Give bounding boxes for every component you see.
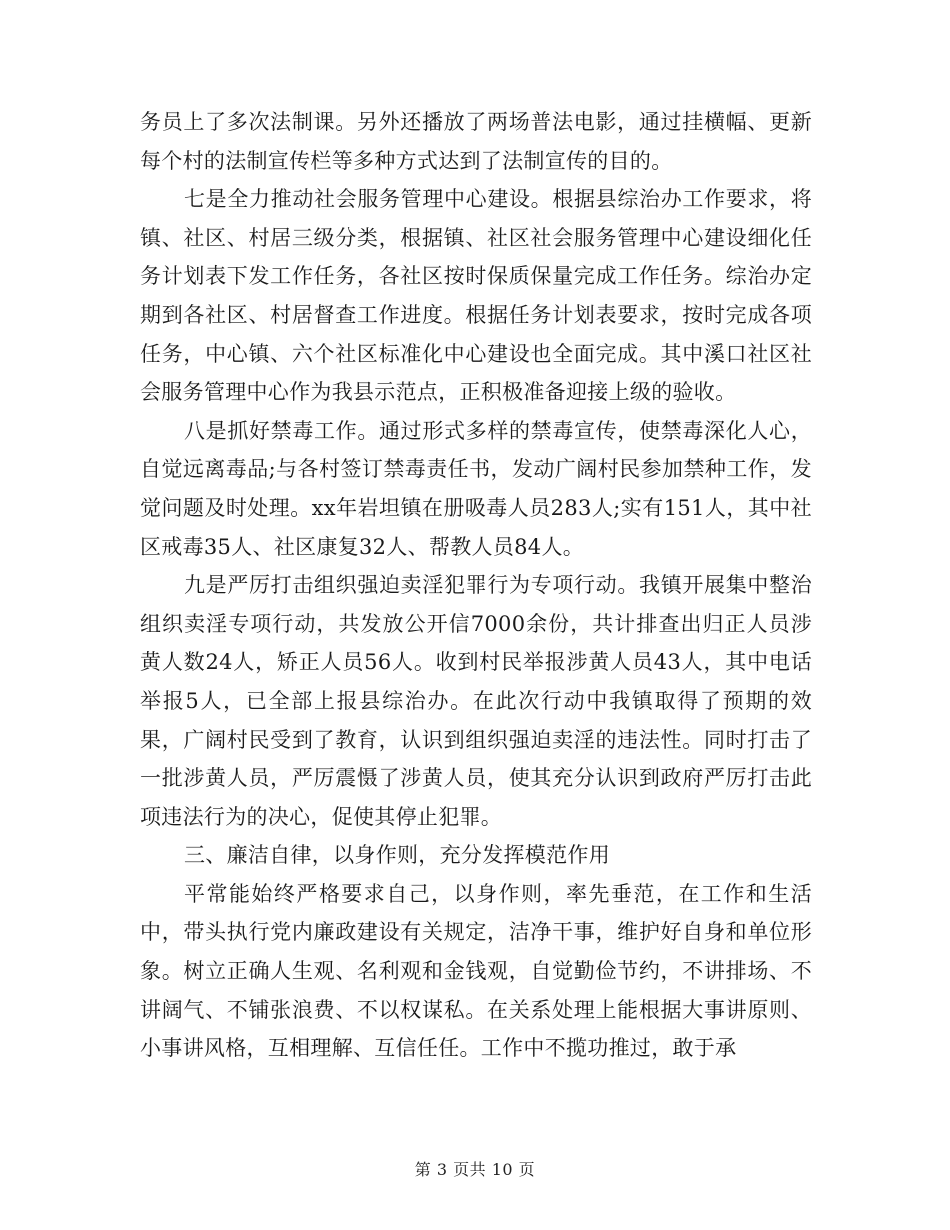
paragraph-continuation: 务员上了多次法制课。另外还播放了两场普法电影，通过挂横幅、更新每个村的法制宣传栏等多种方式达到了法制宣传的目的。 bbox=[140, 110, 812, 173]
page-number-footer: 第 3 页共 10 页 bbox=[414, 1160, 536, 1179]
document-body bbox=[140, 103, 812, 1068]
section-heading-three: 三、廉洁自律，以身作则，充分发挥模范作用 bbox=[184, 843, 610, 868]
paragraph-item-eight: 八是抓好禁毒工作。通过形式多样的禁毒宣传，使禁毒深化人心，自觉远离毒品;与各村签订禁毒责任书，发动广阔村民参加禁种工作，发觉问题及时处理。xx年岩坦镇在册吸毒人员283人;实有151人，其中社区戒毒35人、社区康复32人、帮教人员84人。 bbox=[140, 418, 812, 559]
paragraph-item-nine: 九是严厉打击组织强迫卖淫犯罪行为专项行动。我镇开展集中整治组织卖淫专项行动，共发放公开信7000余份，共计排查出归正人员涉黄人数24人，矫正人员56人。收到村民举报涉黄人员43人，其中电话举报5人，已全部上报县综治办。在此次行动中我镇取得了预期的效果，广阔村民受到了教育，认识到组织强迫卖淫的违法性。同时打击了一批涉黄人员，严厉震慑了涉黄人员，使其充分认识到政府严厉打击此项违法行为的决心，促使其停止犯罪。 bbox=[140, 573, 812, 829]
paragraph-item-seven: 七是全力推动社会服务管理中心建设。根据县综治办工作要求，将镇、社区、村居三级分类，根据镇、社区社会服务管理中心建设细化任务计划表下发工作任务，各社区按时保质保量完成工作任务。综治办定期到各社区、村居督查工作进度。根据任务计划表要求，按时完成各项任务，中心镇、六个社区标准化中心建设也全面完成。其中溪口社区社会服务管理中心作为我县示范点，正积极准备迎接上级的验收。 bbox=[140, 187, 812, 405]
paragraph-integrity: 平常能始终严格要求自己，以身作则，率先垂范，在工作和生活中，带头执行党内廉政建设有关规定，洁净干事，维护好自身和单位形象。树立正确人生观、名利观和金钱观，自觉勤俭节约，不讲排场、不讲阔气、不铺张浪费、不以权谋私。在关系处理上能根据大事讲原则、小事讲风格，互相理解、互信任任。工作中不揽功推过，敢于承 bbox=[140, 881, 812, 1061]
